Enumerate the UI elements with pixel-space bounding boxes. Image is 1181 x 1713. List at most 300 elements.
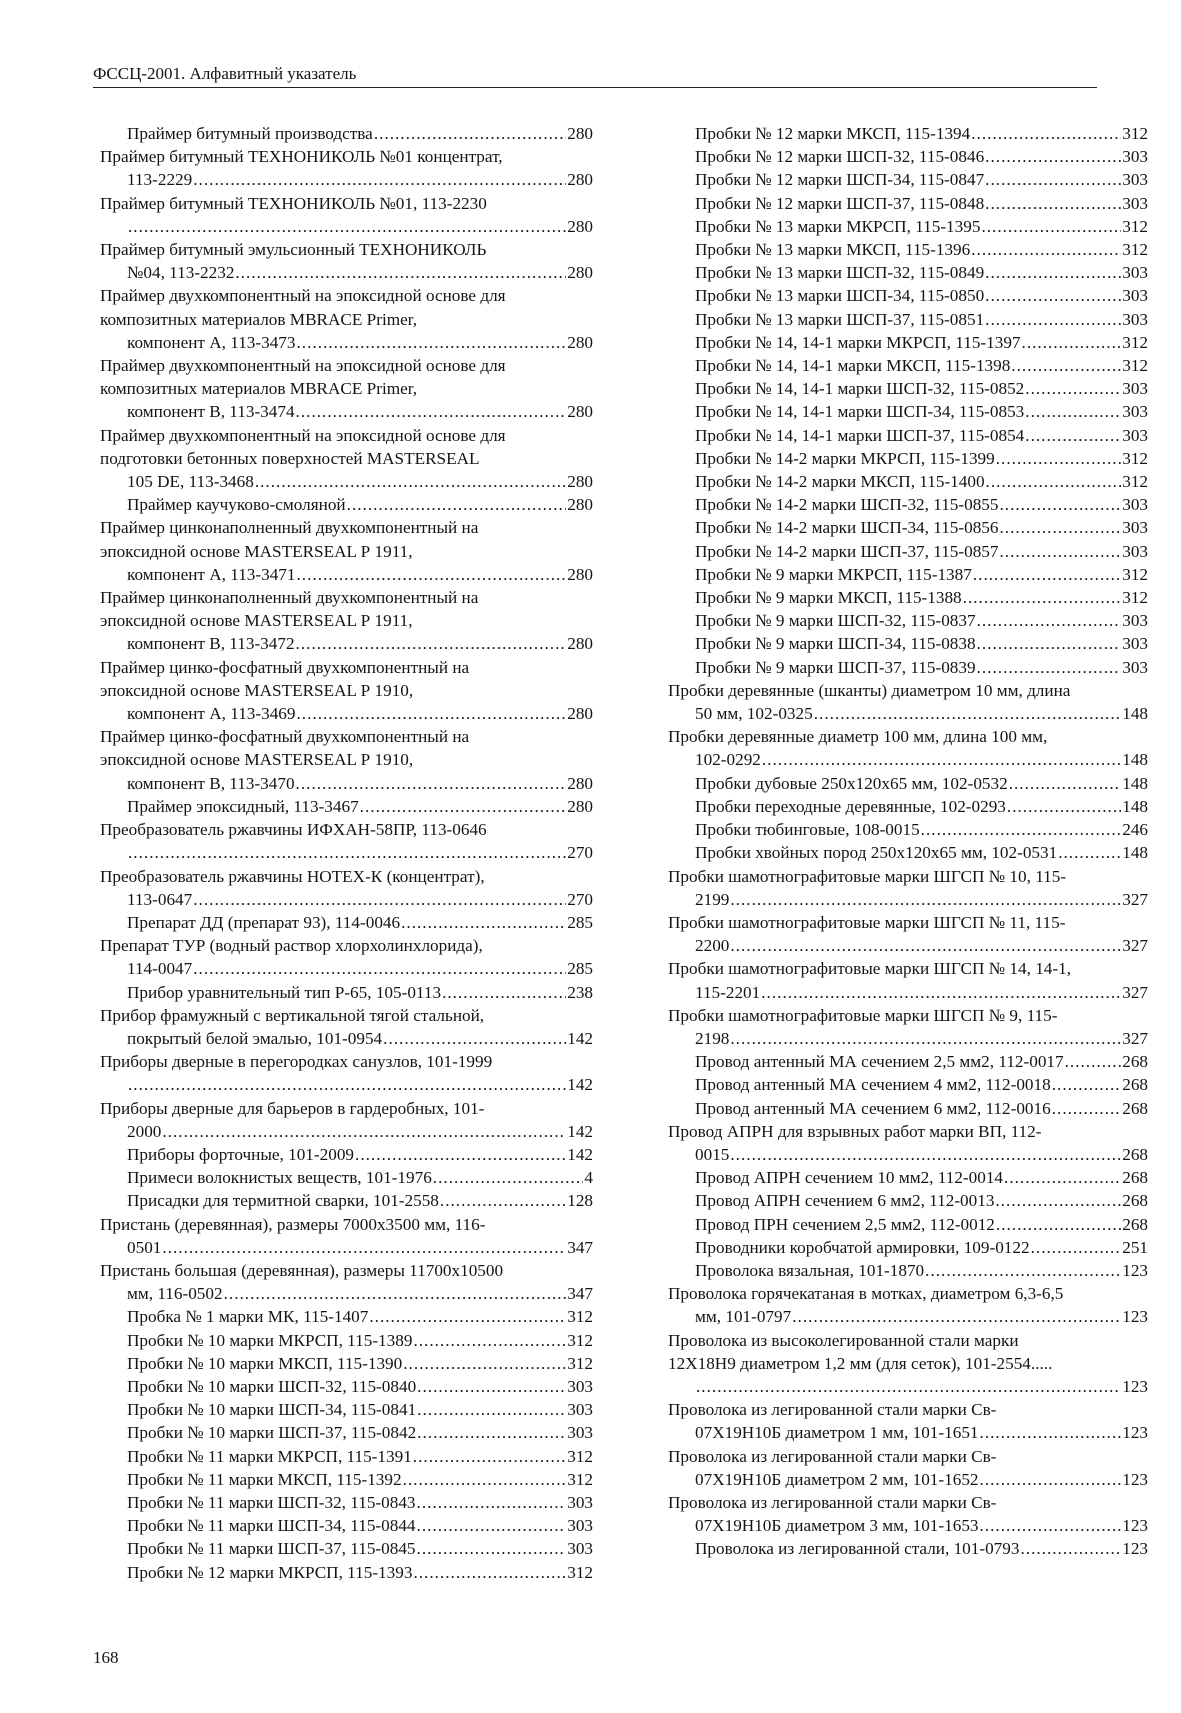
entry-page-number: 123 — [1122, 1307, 1148, 1327]
entry-text: 2198 — [695, 1028, 730, 1048]
index-entry — [668, 841, 1148, 864]
dot-leader — [1058, 841, 1121, 864]
dot-leader — [1065, 1050, 1122, 1073]
entry-text: Пробки № 12 марки ШСП-34, 115-0847 — [695, 170, 985, 190]
entry-page-number: 268 — [1122, 1052, 1148, 1072]
entry-last-line — [695, 586, 1148, 609]
entry-page-number: 142 — [567, 1144, 593, 1164]
entry-page-number: 148 — [1122, 796, 1148, 816]
entry-text: компонент В, 113-3474 — [127, 402, 295, 422]
dot-leader — [417, 1491, 567, 1514]
dot-leader — [985, 168, 1121, 191]
entry-last-line — [127, 1282, 593, 1305]
index-entry — [100, 1050, 593, 1096]
entry-last-line — [127, 632, 593, 655]
entry-page-number: 303 — [1122, 611, 1148, 631]
entry-last-line — [695, 632, 1148, 655]
entry-page-number: 303 — [567, 1400, 593, 1420]
entry-last-line — [695, 981, 1148, 1004]
dot-leader — [971, 122, 1121, 145]
entry-last-line — [695, 1027, 1148, 1050]
entry-text: Праймер битумный производства — [127, 124, 373, 143]
entry-page-number: 303 — [1122, 518, 1148, 538]
entry-page-number: 285 — [567, 959, 593, 979]
dot-leader — [980, 1468, 1122, 1491]
entry-page-number: 312 — [1122, 564, 1148, 584]
index-entry — [668, 795, 1148, 818]
entry-last-line — [695, 818, 1148, 841]
dot-leader — [413, 1329, 566, 1352]
entry-text-line: 12Х18Н9 диаметром 1,2 мм (для сеток), 101-2554..... — [668, 1353, 1053, 1373]
index-entry — [668, 818, 1148, 841]
entry-page-number: 303 — [1122, 309, 1148, 329]
entry-text: 07Х19Н10Б диаметром 1 мм, 101-1651 — [695, 1423, 979, 1443]
index-entry — [668, 1236, 1148, 1259]
entry-text: Пробки № 14-2 марки МКРСП, 115-1399 — [695, 448, 995, 468]
entry-text: мм, 116-0502 — [127, 1284, 223, 1304]
entry-page-number: 280 — [567, 216, 593, 236]
entry-page-number: 280 — [567, 332, 593, 352]
entry-last-line — [695, 1259, 1148, 1282]
entry-text: Провод АПРН сечением 10 мм2, 112-0014 — [695, 1168, 1004, 1188]
entry-last-line — [127, 168, 593, 191]
dot-leader — [1007, 795, 1121, 818]
index-entry — [100, 1097, 593, 1143]
index-entry — [100, 192, 593, 238]
entry-text: 114-0047 — [127, 959, 193, 979]
entry-text: Пробки № 9 марки МКСП, 115-1388 — [695, 588, 962, 608]
index-entry — [668, 632, 1148, 655]
dot-leader — [417, 1398, 566, 1421]
dot-leader — [999, 540, 1121, 563]
index-entry — [668, 215, 1148, 238]
entry-text: Пробки № 12 марки МКРСП, 115-1393 — [127, 1562, 413, 1582]
dot-leader — [792, 1305, 1121, 1328]
dot-leader — [355, 1143, 566, 1166]
entry-text: Пробки № 14-2 марки ШСП-34, 115-0856 — [695, 518, 999, 538]
dot-leader — [296, 632, 567, 655]
entry-text: 115-2201 — [695, 982, 761, 1002]
entry-text: Препарат ДД (препарат 93), 114-0046 — [127, 912, 401, 932]
entry-last-line — [695, 841, 1148, 864]
index-entry — [100, 1468, 593, 1491]
dot-leader — [360, 795, 567, 818]
entry-last-line — [695, 354, 1148, 377]
index-entry — [100, 145, 593, 191]
index-entry — [668, 1097, 1148, 1120]
dot-leader — [999, 493, 1121, 516]
index-entry — [668, 1213, 1148, 1236]
index-entry — [668, 586, 1148, 609]
dot-leader — [963, 586, 1122, 609]
entry-page-number: 246 — [1122, 820, 1148, 840]
dot-leader — [235, 261, 566, 284]
entry-page-number: 303 — [1122, 379, 1148, 399]
dot-leader — [977, 656, 1122, 679]
entry-last-line — [695, 934, 1148, 957]
index-entry — [100, 818, 593, 864]
entry-page-number: 312 — [567, 1446, 593, 1466]
dot-leader — [977, 609, 1122, 632]
index-entry — [668, 122, 1148, 145]
entry-text: Праймер эпоксидный, 113-3467 — [127, 796, 359, 816]
dot-leader — [1011, 354, 1121, 377]
entry-last-line — [695, 540, 1148, 563]
entry-page-number: 303 — [1122, 657, 1148, 677]
entry-text: Присадки для термитной сварки, 101-2558 — [127, 1191, 439, 1211]
index-entry — [100, 1166, 593, 1189]
index-entry — [668, 1004, 1148, 1050]
entry-last-line — [127, 1027, 593, 1050]
entry-last-line — [695, 1514, 1148, 1537]
entry-last-line — [695, 1143, 1148, 1166]
index-entry — [668, 238, 1148, 261]
index-entry — [668, 261, 1148, 284]
dot-leader — [985, 261, 1121, 284]
dot-leader — [442, 981, 566, 1004]
index-entry — [668, 1166, 1148, 1189]
entry-page-number: 303 — [1122, 495, 1148, 515]
entry-last-line — [695, 656, 1148, 679]
entry-text-line: Праймер цинконаполненный двухкомпонентный на — [100, 518, 479, 538]
entry-page-number: 312 — [1122, 216, 1148, 236]
dot-leader — [403, 1352, 566, 1375]
entry-last-line — [127, 1514, 593, 1537]
index-entry — [668, 447, 1148, 470]
dot-leader — [255, 470, 566, 493]
index-entry — [100, 122, 593, 145]
index-entry — [100, 516, 593, 586]
entry-text-line: Преобразователь ржавчины ИФХАН-58ПР, 113-0646 — [100, 820, 487, 840]
entry-page-number: 312 — [567, 1330, 593, 1350]
entry-page-number: 312 — [567, 1562, 593, 1582]
entry-page-number: 280 — [567, 402, 593, 422]
index-entry — [668, 725, 1148, 771]
entry-last-line — [695, 470, 1148, 493]
entry-text: 2200 — [695, 936, 730, 956]
dot-leader — [1052, 1073, 1122, 1096]
entry-last-line — [127, 1120, 593, 1143]
entry-text-line: Праймер цинко-фосфатный двухкомпонентный на — [100, 657, 470, 677]
entry-text-line: Праймер цинконаполненный двухкомпонентный на — [100, 588, 479, 608]
entry-text: 102-0292 — [695, 750, 761, 770]
entry-last-line — [695, 1468, 1148, 1491]
entry-last-line — [127, 261, 593, 284]
dot-leader — [1009, 772, 1122, 795]
entry-page-number: 123 — [1122, 1516, 1148, 1536]
entry-text-line: композитных материалов MBRACE Primer, — [100, 379, 418, 399]
index-entry — [668, 1282, 1148, 1328]
index-entry — [100, 354, 593, 424]
dot-leader — [297, 331, 567, 354]
entry-text: Пробки № 14-2 марки ШСП-32, 115-0855 — [695, 495, 999, 515]
entry-last-line — [127, 772, 593, 795]
entry-text: Пробки № 10 марки ШСП-34, 115-0841 — [127, 1400, 417, 1420]
index-entry — [668, 308, 1148, 331]
entry-last-line — [127, 1468, 593, 1491]
entry-page-number: 123 — [1122, 1260, 1148, 1280]
entry-text: Проволока вязальная, 101-1870 — [695, 1260, 925, 1280]
entry-text: Проволока из легированной стали, 101-0793 — [695, 1539, 1020, 1559]
entry-last-line — [127, 1352, 593, 1375]
entry-text-line: Приборы дверные для барьеров в гардеробных, 101- — [100, 1098, 485, 1118]
index-entry — [100, 981, 593, 1004]
entry-last-line — [127, 1421, 593, 1444]
entry-last-line — [695, 563, 1148, 586]
entry-text: 2000 — [127, 1121, 162, 1141]
entry-page-number: 303 — [1122, 634, 1148, 654]
dot-leader — [224, 1282, 567, 1305]
index-entry — [100, 1305, 593, 1328]
entry-last-line — [127, 470, 593, 493]
entry-text-line: эпоксидной основе MASTERSEAL Р 1911, — [100, 611, 413, 631]
index-entry — [100, 1213, 593, 1259]
entry-last-line — [695, 1305, 1148, 1328]
entry-page-number: 303 — [567, 1492, 593, 1512]
entry-last-line — [695, 702, 1148, 725]
dot-leader — [981, 215, 1121, 238]
entry-page-number: 251 — [1122, 1237, 1148, 1257]
entry-page-number: 123 — [1122, 1423, 1148, 1443]
dot-leader — [996, 1213, 1121, 1236]
dot-leader — [730, 1027, 1121, 1050]
entry-page-number: 280 — [567, 170, 593, 190]
entry-page-number: 303 — [1122, 425, 1148, 445]
dot-leader — [296, 772, 567, 795]
dot-leader — [128, 841, 566, 864]
entry-page-number: 312 — [567, 1307, 593, 1327]
dot-leader — [973, 563, 1121, 586]
entry-last-line — [695, 261, 1148, 284]
entry-page-number: 303 — [1122, 263, 1148, 283]
entry-text: компонент А, 113-3473 — [127, 332, 296, 352]
dot-leader — [440, 1189, 566, 1212]
entry-text: Пробки № 14, 14-1 марки ШСП-32, 115-0852 — [695, 379, 1025, 399]
entry-last-line — [127, 981, 593, 1004]
entry-page-number: 148 — [1122, 750, 1148, 770]
index-entry — [100, 1514, 593, 1537]
entry-last-line — [127, 1143, 593, 1166]
entry-last-line — [127, 1561, 593, 1584]
entry-text: Пробки хвойных пород 250х120х65 мм, 102-0531 — [695, 843, 1058, 863]
entry-page-number: 268 — [1122, 1098, 1148, 1118]
entry-text: Пробки № 10 марки МКСП, 115-1390 — [127, 1353, 403, 1373]
entry-text-line: Праймер битумный ТЕХНОНИКОЛЬ №01 концентрат, — [100, 147, 503, 167]
dot-leader — [985, 308, 1121, 331]
dot-leader — [1025, 424, 1121, 447]
entry-text-line: Пробки шамотнографитовые марки ШГСП № 10, 115- — [668, 866, 1067, 886]
entry-text: Пробки № 11 марки МКРСП, 115-1391 — [127, 1446, 412, 1466]
entry-last-line — [127, 1236, 593, 1259]
index-entry — [100, 725, 593, 795]
index-entry — [100, 1421, 593, 1444]
entry-last-line — [695, 1189, 1148, 1212]
index-entry — [668, 656, 1148, 679]
dot-leader — [1022, 331, 1122, 354]
entry-page-number: 303 — [1122, 402, 1148, 422]
dot-leader — [1031, 1236, 1122, 1259]
entry-last-line — [127, 1445, 593, 1468]
entry-last-line — [127, 563, 593, 586]
entry-text: 2199 — [695, 889, 730, 909]
entry-text: Пробки № 11 марки ШСП-37, 115-0845 — [127, 1539, 416, 1559]
entry-text: Пробки № 10 марки ШСП-32, 115-0840 — [127, 1376, 417, 1396]
index-entry — [668, 516, 1148, 539]
entry-text: Пробки № 13 марки ШСП-34, 115-0850 — [695, 286, 985, 306]
entry-last-line — [695, 1375, 1148, 1398]
entry-page-number: 312 — [567, 1353, 593, 1373]
index-entry — [100, 1537, 593, 1560]
index-entry — [100, 1143, 593, 1166]
entry-text: компонент А, 113-3471 — [127, 564, 296, 584]
entry-last-line — [695, 516, 1148, 539]
entry-page-number: 312 — [1122, 448, 1148, 468]
dot-leader — [1020, 1537, 1121, 1560]
entry-text-line: Праймер битумный ТЕХНОНИКОЛЬ №01, 113-2230 — [100, 193, 487, 213]
entry-last-line — [127, 1491, 593, 1514]
entry-last-line — [127, 1537, 593, 1560]
entry-text: Провод антенный МА сечением 4 мм2, 112-0018 — [695, 1075, 1051, 1095]
index-entry — [100, 1259, 593, 1305]
dot-leader — [128, 1073, 566, 1096]
dot-leader — [1025, 400, 1121, 423]
index-entry — [668, 470, 1148, 493]
entry-text: 0501 — [127, 1237, 162, 1257]
index-entry — [668, 1329, 1148, 1399]
entry-page-number: 123 — [1122, 1469, 1148, 1489]
entry-text: Пробки № 9 марки ШСП-37, 115-0839 — [695, 657, 976, 677]
entry-page-number: 327 — [1122, 889, 1148, 909]
index-entry — [668, 772, 1148, 795]
index-entry — [100, 238, 593, 284]
entry-last-line — [695, 1097, 1148, 1120]
entry-text: Пробки № 13 марки ШСП-32, 115-0849 — [695, 263, 985, 283]
entry-text: Пробки № 12 марки ШСП-32, 115-0846 — [695, 147, 985, 167]
index-entry — [668, 424, 1148, 447]
entry-text: Пробки № 14, 14-1 марки ШСП-37, 115-0854 — [695, 425, 1025, 445]
entry-page-number: 128 — [567, 1191, 593, 1211]
entry-last-line — [695, 795, 1148, 818]
dot-leader — [413, 1561, 566, 1584]
entry-page-number: 268 — [1122, 1144, 1148, 1164]
entry-page-number: 303 — [1122, 170, 1148, 190]
index-entry — [668, 679, 1148, 725]
entry-last-line — [695, 377, 1148, 400]
entry-text: Пробки № 14, 14-1 марки МКРСП, 115-1397 — [695, 332, 1021, 352]
dot-leader — [985, 284, 1121, 307]
entry-last-line — [695, 122, 1148, 145]
entry-text-line: Праймер двухкомпонентный на эпоксидной основе для — [100, 286, 506, 306]
entry-text-line: Проволока из легированной стали марки Св- — [668, 1492, 997, 1512]
dot-leader — [193, 168, 566, 191]
entry-text-line: Пристань большая (деревянная), размеры 11700х10500 — [100, 1260, 504, 1280]
dot-leader — [297, 563, 567, 586]
index-entry — [100, 1189, 593, 1212]
entry-text: Пробки переходные деревянные, 102-0293 — [695, 796, 1006, 816]
running-header: ФССЦ-2001. Алфавитный указатель — [93, 63, 1097, 88]
index-entry — [668, 957, 1148, 1003]
entry-page-number: 280 — [567, 773, 593, 793]
entry-text: Пробки № 12 марки МКСП, 115-1394 — [695, 124, 971, 143]
entry-page-number: 280 — [567, 796, 593, 816]
entry-page-number: 280 — [567, 472, 593, 492]
dot-leader — [761, 981, 1121, 1004]
dot-leader — [417, 1537, 567, 1560]
entry-text: Пробки тюбинговые, 108-0015 — [695, 820, 920, 840]
index-entry — [100, 493, 593, 516]
entry-page-number: 148 — [1122, 773, 1148, 793]
entry-last-line — [127, 888, 593, 911]
entry-text: №04, 113-2232 — [127, 263, 235, 283]
entry-last-line — [127, 911, 593, 934]
index-entry — [100, 911, 593, 934]
entry-text: Пробки № 14-2 марки МКСП, 115-1400 — [695, 472, 985, 492]
entry-text: 0015 — [695, 1144, 730, 1164]
entry-text-line: Пробки шамотнографитовые марки ШГСП № 11, 115- — [668, 912, 1066, 932]
entry-text: Пробки № 9 марки МКРСП, 115-1387 — [695, 564, 972, 584]
index-entry — [668, 331, 1148, 354]
entry-last-line — [127, 795, 593, 818]
dot-leader — [980, 1514, 1122, 1537]
entry-page-number: 347 — [567, 1237, 593, 1257]
entry-text-line: Приборы дверные в перегородках санузлов, 101-1999 — [100, 1052, 493, 1072]
index-entry — [668, 1259, 1148, 1282]
entry-last-line — [695, 772, 1148, 795]
entry-page-number: 312 — [1122, 124, 1148, 143]
entry-text: Прибор уравнительный тип Р-65, 105-0113 — [127, 982, 442, 1002]
dot-leader — [999, 516, 1121, 539]
dot-leader — [985, 145, 1121, 168]
entry-page-number: 268 — [1122, 1191, 1148, 1211]
index-entry — [100, 1491, 593, 1514]
dot-leader — [730, 934, 1121, 957]
entry-text: 113-0647 — [127, 889, 193, 909]
entry-last-line — [695, 447, 1148, 470]
dot-leader — [413, 1445, 566, 1468]
entry-text: Пробки № 14-2 марки ШСП-37, 115-0857 — [695, 541, 999, 561]
entry-last-line — [695, 168, 1148, 191]
entry-last-line — [695, 1166, 1148, 1189]
entry-last-line — [695, 748, 1148, 771]
entry-page-number: 312 — [1122, 332, 1148, 352]
index-entry — [668, 1398, 1148, 1444]
entry-last-line — [695, 308, 1148, 331]
dot-leader — [417, 1421, 566, 1444]
entry-last-line — [127, 1166, 593, 1189]
entry-last-line — [695, 1537, 1148, 1560]
index-entry — [668, 1050, 1148, 1073]
entry-text: Пробки № 14, 14-1 марки ШСП-34, 115-0853 — [695, 402, 1025, 422]
entry-text: Пробки № 11 марки ШСП-34, 115-0844 — [127, 1516, 416, 1536]
dot-leader — [696, 1375, 1121, 1398]
entry-last-line — [127, 493, 593, 516]
entry-page-number: 280 — [567, 704, 593, 724]
dot-leader — [995, 1189, 1121, 1212]
index-entry — [100, 795, 593, 818]
entry-page-number: 327 — [1122, 982, 1148, 1002]
entry-last-line — [695, 284, 1148, 307]
entry-text: Пробки № 9 марки ШСП-32, 115-0837 — [695, 611, 976, 631]
entry-page-number: 268 — [1122, 1168, 1148, 1188]
index-entry — [668, 168, 1148, 191]
dot-leader — [980, 1421, 1122, 1444]
entry-text: Пробки дубовые 250х120х65 мм, 102-0532 — [695, 773, 1008, 793]
entry-page-number: 303 — [1122, 147, 1148, 167]
index-entry — [668, 609, 1148, 632]
index-entry — [668, 1189, 1148, 1212]
dot-leader — [162, 1120, 566, 1143]
dot-leader — [925, 1259, 1121, 1282]
